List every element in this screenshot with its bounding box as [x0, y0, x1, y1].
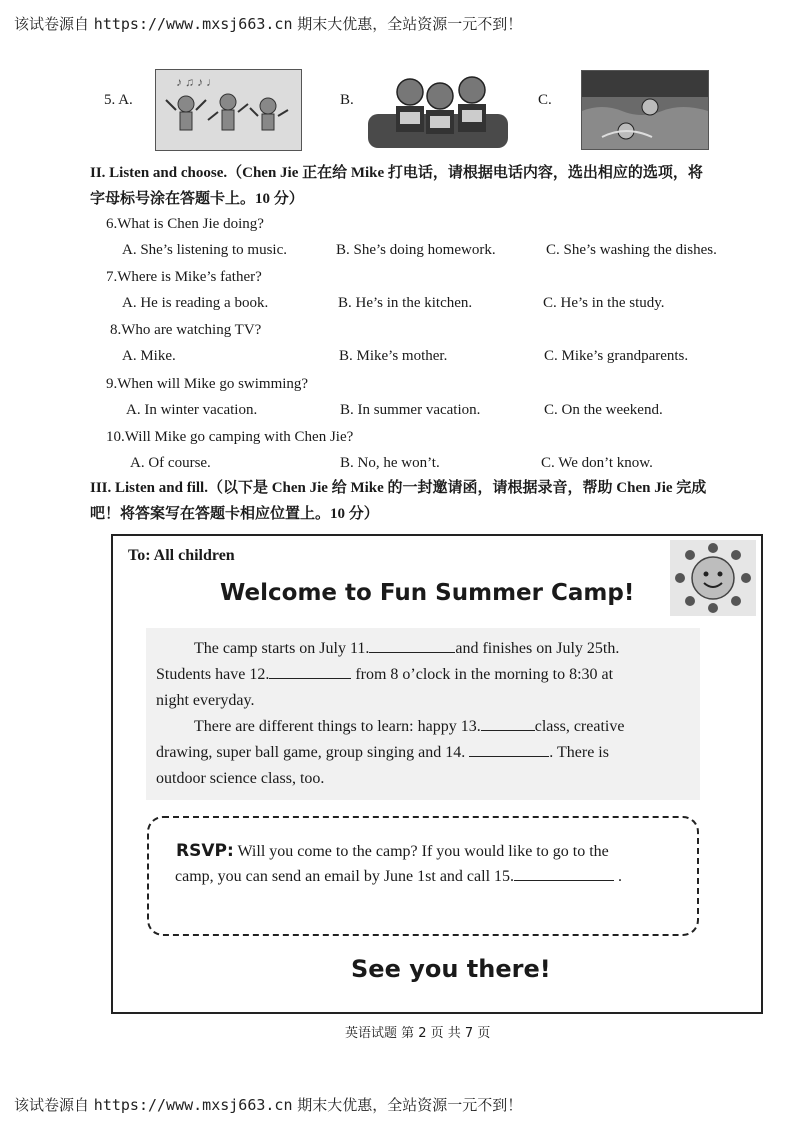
q5-number: 5.	[104, 92, 116, 108]
camp-line-3: night everyday.	[156, 692, 255, 709]
q10-option-c[interactable]: C. We don’t know.	[541, 455, 653, 471]
q10-option-b[interactable]: B. No, he won’t.	[340, 455, 440, 471]
page-number: 英语试题 第 2 页 共 7 页	[345, 1026, 491, 1041]
invitation-recipient: To: All children	[128, 547, 235, 564]
banner-url[interactable]: https://www.mxsj663.cn	[93, 15, 293, 33]
q5-option-a-label: A.	[118, 92, 133, 108]
q6-option-b[interactable]: B. She’s doing homework.	[336, 242, 496, 258]
blank-11[interactable]	[369, 637, 455, 653]
section-2-heading	[90, 160, 770, 212]
camp-line-4-end: class, creative	[534, 718, 625, 735]
sun-icon	[670, 540, 756, 616]
banner-suffix: 期末大优惠，全站资源一元不到！	[297, 15, 523, 33]
camp-line-2-start: Students have 12.	[156, 666, 270, 683]
section-3-heading	[90, 475, 770, 527]
rsvp-end: .	[614, 868, 623, 885]
camp-line-4-start: There are different things to learn: happy 13.	[194, 718, 481, 735]
blank-13[interactable]	[481, 715, 535, 731]
q10-option-a[interactable]: A. Of course.	[130, 455, 211, 471]
camp-line-5	[156, 740, 609, 766]
camp-line-5-end: . There is	[549, 744, 609, 761]
q9-option-c[interactable]: C. On the weekend.	[544, 402, 663, 418]
camp-line-2-end: from 8 o’clock in the morning to 8:30 at	[351, 666, 614, 683]
camp-line-5-start: drawing, super ball game, group singing and 14.	[156, 744, 470, 761]
question-7: 7.Where is Mike’s father?	[106, 269, 262, 285]
rsvp-line-1	[176, 838, 609, 865]
question-10: 10.Will Mike go camping with Chen Jie?	[106, 429, 354, 445]
q6-option-c[interactable]: C. She’s washing the dishes.	[546, 242, 717, 258]
q9-option-b[interactable]: B. In summer vacation.	[340, 402, 481, 418]
rsvp-question: Will you come to the camp? If you would like to go to the	[233, 843, 609, 860]
camp-line-6: outdoor science class, too.	[156, 770, 325, 787]
q5-label	[104, 92, 133, 109]
q6-option-a[interactable]: A. She’s listening to music.	[122, 242, 287, 258]
camp-line-1-end: and finishes on July 25th.	[455, 640, 620, 657]
section-3-instruction-1: （以下是 Chen Jie 给 Mike 的一封邀请函，请根据录音，帮助 Chen Jie 完成	[207, 480, 707, 496]
q5-option-c-label: C.	[538, 92, 552, 108]
q5-picture-a-children-dancing	[155, 69, 302, 151]
question-8: 8.Who are watching TV?	[110, 322, 262, 338]
rsvp-label: RSVP:	[176, 841, 234, 861]
svg-text:♪ ♫ ♪ ♩: ♪ ♫ ♪ ♩	[176, 75, 218, 89]
rsvp-instruction: camp, you can send an email by June 1st and call 15.	[175, 868, 515, 885]
section-3-title: III. Listen and fill.	[90, 480, 208, 496]
top-banner	[14, 13, 522, 34]
closing-text: See you there!	[351, 955, 551, 983]
camp-line-2	[156, 662, 613, 688]
blank-15[interactable]	[514, 865, 614, 881]
bottom-banner	[14, 1094, 522, 1115]
section-2-title: II. Listen and choose.	[90, 165, 228, 181]
q5-option-b-label: B.	[340, 92, 354, 108]
blank-14[interactable]	[469, 741, 549, 757]
q8-option-a[interactable]: A. Mike.	[122, 348, 176, 364]
section-2-instruction-2: 字母标号涂在答题卡上。10 分）	[90, 191, 304, 207]
q8-option-b[interactable]: B. Mike’s mother.	[339, 348, 448, 364]
rsvp-line-2	[175, 864, 622, 890]
section-3-instruction-2: 吧！将答案写在答题卡相应位置上。10 分）	[90, 506, 379, 522]
q7-option-a[interactable]: A. He is reading a book.	[122, 295, 269, 311]
q5-picture-b-children-reading	[368, 70, 508, 150]
question-9: 9.When will Mike go swimming?	[106, 376, 309, 392]
q7-option-b[interactable]: B. He’s in the kitchen.	[338, 295, 473, 311]
q8-option-c[interactable]: C. Mike’s grandparents.	[544, 348, 689, 364]
bottom-banner-suffix: 期末大优惠，全站资源一元不到！	[297, 1096, 523, 1114]
q7-option-c[interactable]: C. He’s in the study.	[543, 295, 665, 311]
q9-option-a[interactable]: A. In winter vacation.	[126, 402, 258, 418]
camp-line-4	[194, 714, 624, 740]
camp-title: Welcome to Fun Summer Camp!	[220, 580, 635, 606]
camp-line-1	[194, 636, 619, 662]
section-2-instruction-1: （Chen Jie 正在给 Mike 打电话，请根据电话内容，选出相应的选项，将	[227, 165, 703, 181]
q5-picture-c-swimming	[581, 70, 709, 150]
camp-line-1-start: The camp starts on July 11.	[194, 640, 370, 657]
blank-12[interactable]	[269, 663, 351, 679]
bottom-banner-prefix: 该试卷源自	[14, 1096, 90, 1114]
question-6: 6.What is Chen Jie doing?	[106, 216, 264, 232]
bottom-banner-url[interactable]: https://www.mxsj663.cn	[93, 1096, 293, 1114]
banner-prefix: 该试卷源自	[14, 15, 90, 33]
